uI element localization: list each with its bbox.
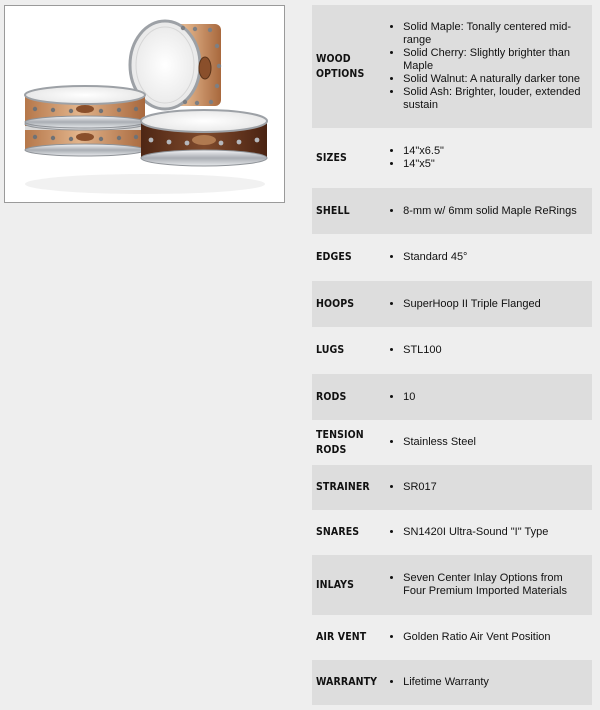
spec-item: • Solid Walnut: A naturally darker tone <box>403 73 584 86</box>
spec-list <box>377 344 592 357</box>
spec-item: • Standard 45° <box>403 251 584 264</box>
spec-item: • 14"x5" <box>403 158 584 171</box>
spec-label: WOOD OPTIONS <box>312 5 377 128</box>
spec-label: AIR VENT <box>312 615 377 660</box>
spec-list <box>377 676 592 689</box>
spec-item: • 10 <box>403 391 584 404</box>
spec-row-hoops <box>312 281 592 327</box>
spec-list <box>377 526 592 539</box>
spec-list <box>377 251 592 264</box>
spec-list <box>377 436 592 449</box>
spec-item: • 14"x6.5" <box>403 145 584 158</box>
spec-table <box>312 5 592 705</box>
spec-row-edges <box>312 234 592 281</box>
spec-list <box>377 205 592 218</box>
spec-row-tension-rods <box>312 420 592 465</box>
spec-label: RODS <box>312 374 377 420</box>
spec-row-inlays <box>312 555 592 615</box>
spec-item: • STL100 <box>403 344 584 357</box>
spec-item: • Solid Cherry: Slightly brighter than Maple <box>403 47 584 73</box>
spec-item: • Stainless Steel <box>403 436 584 449</box>
spec-item: • Golden Ratio Air Vent Position <box>403 631 584 644</box>
spec-label: SHELL <box>312 188 377 234</box>
spec-list <box>377 391 592 404</box>
snare-drums-illustration <box>5 6 284 202</box>
spec-item: • Seven Center Inlay Options from Four Premium Imported Materials <box>403 572 584 598</box>
spec-label: EDGES <box>312 234 377 281</box>
spec-item: • 8-mm w/ 6mm solid Maple ReRings <box>403 205 584 218</box>
spec-value <box>377 128 592 188</box>
walnut-snare-drum <box>141 110 267 166</box>
spec-value <box>377 420 592 465</box>
spec-value <box>377 327 592 374</box>
spec-label: TENSION RODS <box>312 420 377 465</box>
spec-value <box>377 281 592 327</box>
spec-value <box>377 234 592 281</box>
spec-item: • Solid Maple: Tonally centered mid-range <box>403 21 584 47</box>
spec-list <box>377 572 592 598</box>
floor-reflection <box>25 174 265 194</box>
spec-value <box>377 615 592 660</box>
spec-item: • Lifetime Warranty <box>403 676 584 689</box>
spec-value <box>377 188 592 234</box>
spec-list <box>377 481 592 494</box>
spec-label: SNARES <box>312 510 377 555</box>
product-image <box>4 5 285 203</box>
spec-row-strainer <box>312 465 592 510</box>
spec-label: WARRANTY <box>312 660 377 705</box>
spec-value <box>377 660 592 705</box>
spec-list <box>377 631 592 644</box>
spec-row-snares <box>312 510 592 555</box>
spec-value <box>377 374 592 420</box>
spec-row-warranty <box>312 660 592 705</box>
spec-label: SIZES <box>312 128 377 188</box>
spec-value <box>377 5 592 128</box>
spec-value <box>377 510 592 555</box>
spec-row-shell <box>312 188 592 234</box>
spec-item: • Solid Ash: Brighter, louder, extended sustain <box>403 86 584 112</box>
spec-label: LUGS <box>312 327 377 374</box>
spec-item: • SN1420I Ultra-Sound "I" Type <box>403 526 584 539</box>
spec-list <box>377 21 592 112</box>
spec-item: • SR017 <box>403 481 584 494</box>
spec-row-wood-options <box>312 5 592 128</box>
spec-label: INLAYS <box>312 555 377 615</box>
maple-snare-drum-top <box>25 86 145 128</box>
spec-row-air-vent <box>312 615 592 660</box>
spec-label: HOOPS <box>312 281 377 327</box>
spec-row-rods <box>312 374 592 420</box>
spec-list <box>377 298 592 311</box>
spec-row-lugs <box>312 327 592 374</box>
spec-list <box>377 145 592 171</box>
spec-item: • SuperHoop II Triple Flanged <box>403 298 584 311</box>
spec-value <box>377 465 592 510</box>
spec-value <box>377 555 592 615</box>
spec-row-sizes <box>312 128 592 188</box>
spec-label: STRAINER <box>312 465 377 510</box>
